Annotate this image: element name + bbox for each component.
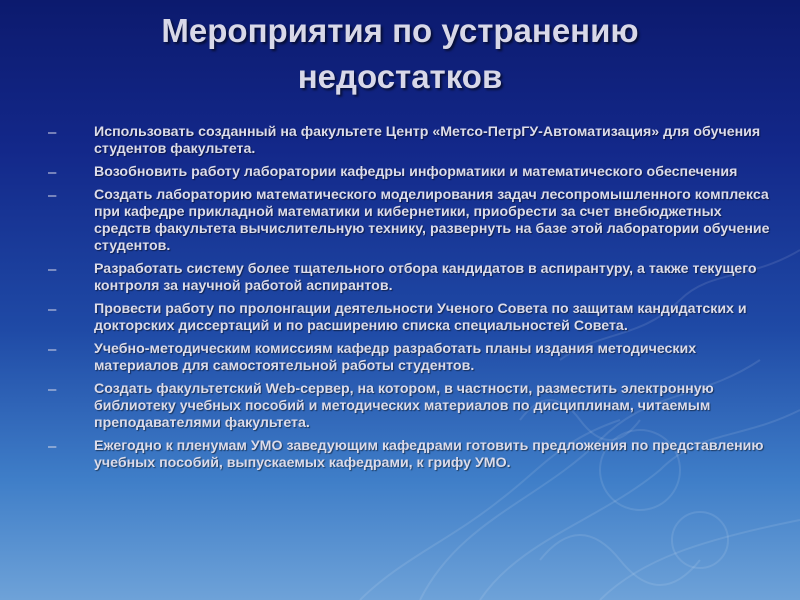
list-item [48, 381, 772, 432]
bullet-dash: – [48, 301, 57, 318]
list-item [48, 438, 772, 472]
bullet-dash: – [48, 124, 57, 141]
bullet-dash: – [48, 341, 57, 358]
bullet-dash: – [48, 381, 57, 398]
slide-title [0, 8, 800, 100]
list-item [48, 301, 772, 335]
list-item [48, 187, 772, 255]
list-item [48, 261, 772, 295]
bullet-dash: – [48, 261, 57, 278]
list-item [48, 124, 772, 158]
slide-title-line-2: недостатков [297, 58, 503, 95]
list-item [48, 341, 772, 375]
list-item-text: Создать факультетский Web-сервер, на котором, в частности, разместить электронную библиотеку учебных пособий и методических материалов по дисциплинам, читаемым преподавателями факультета. [94, 381, 714, 431]
bullet-list [48, 124, 772, 478]
list-item-text: Создать лабораторию математического моделирования задач лесопромышленного комплекса при кафедре прикладной математики и кибернетики, приобрести за счет внебюджетных средств факультета вычислительную технику, развернуть на базе этой лаборатории обучение студентов. [94, 187, 770, 254]
list-item-text: Возобновить работу лаборатории кафедры информатики и математического обеспечения [94, 164, 738, 180]
bullet-dash: – [48, 187, 57, 204]
list-item-text: Ежегодно к пленумам УМО заведующим кафедрами готовить предложения по представлению учебных пособий, выпускаемых кафедрами, к грифу УМО. [94, 438, 764, 471]
list-item-text: Провести работу по пролонгации деятельности Ученого Совета по защитам кандидатских и докторских диссертаций и по расширению списка специальностей Совета. [94, 301, 747, 334]
list-item-text: Использовать созданный на факультете Центр «Метсо-ПетрГУ-Автоматизация» для обучения студентов факультета. [94, 124, 761, 157]
list-item [48, 164, 772, 181]
slide-title-line-1: Мероприятия по устранению [161, 12, 639, 49]
list-item-text: Учебно-методическим комиссиям кафедр разработать планы издания методических материалов для самостоятельной работы студентов. [94, 341, 697, 374]
list-item-text: Разработать систему более тщательного отбора кандидатов в аспирантуру, а также текущего контроля за научной работой аспирантов. [94, 261, 757, 294]
bullet-dash: – [48, 164, 57, 181]
bullet-dash: – [48, 438, 57, 455]
